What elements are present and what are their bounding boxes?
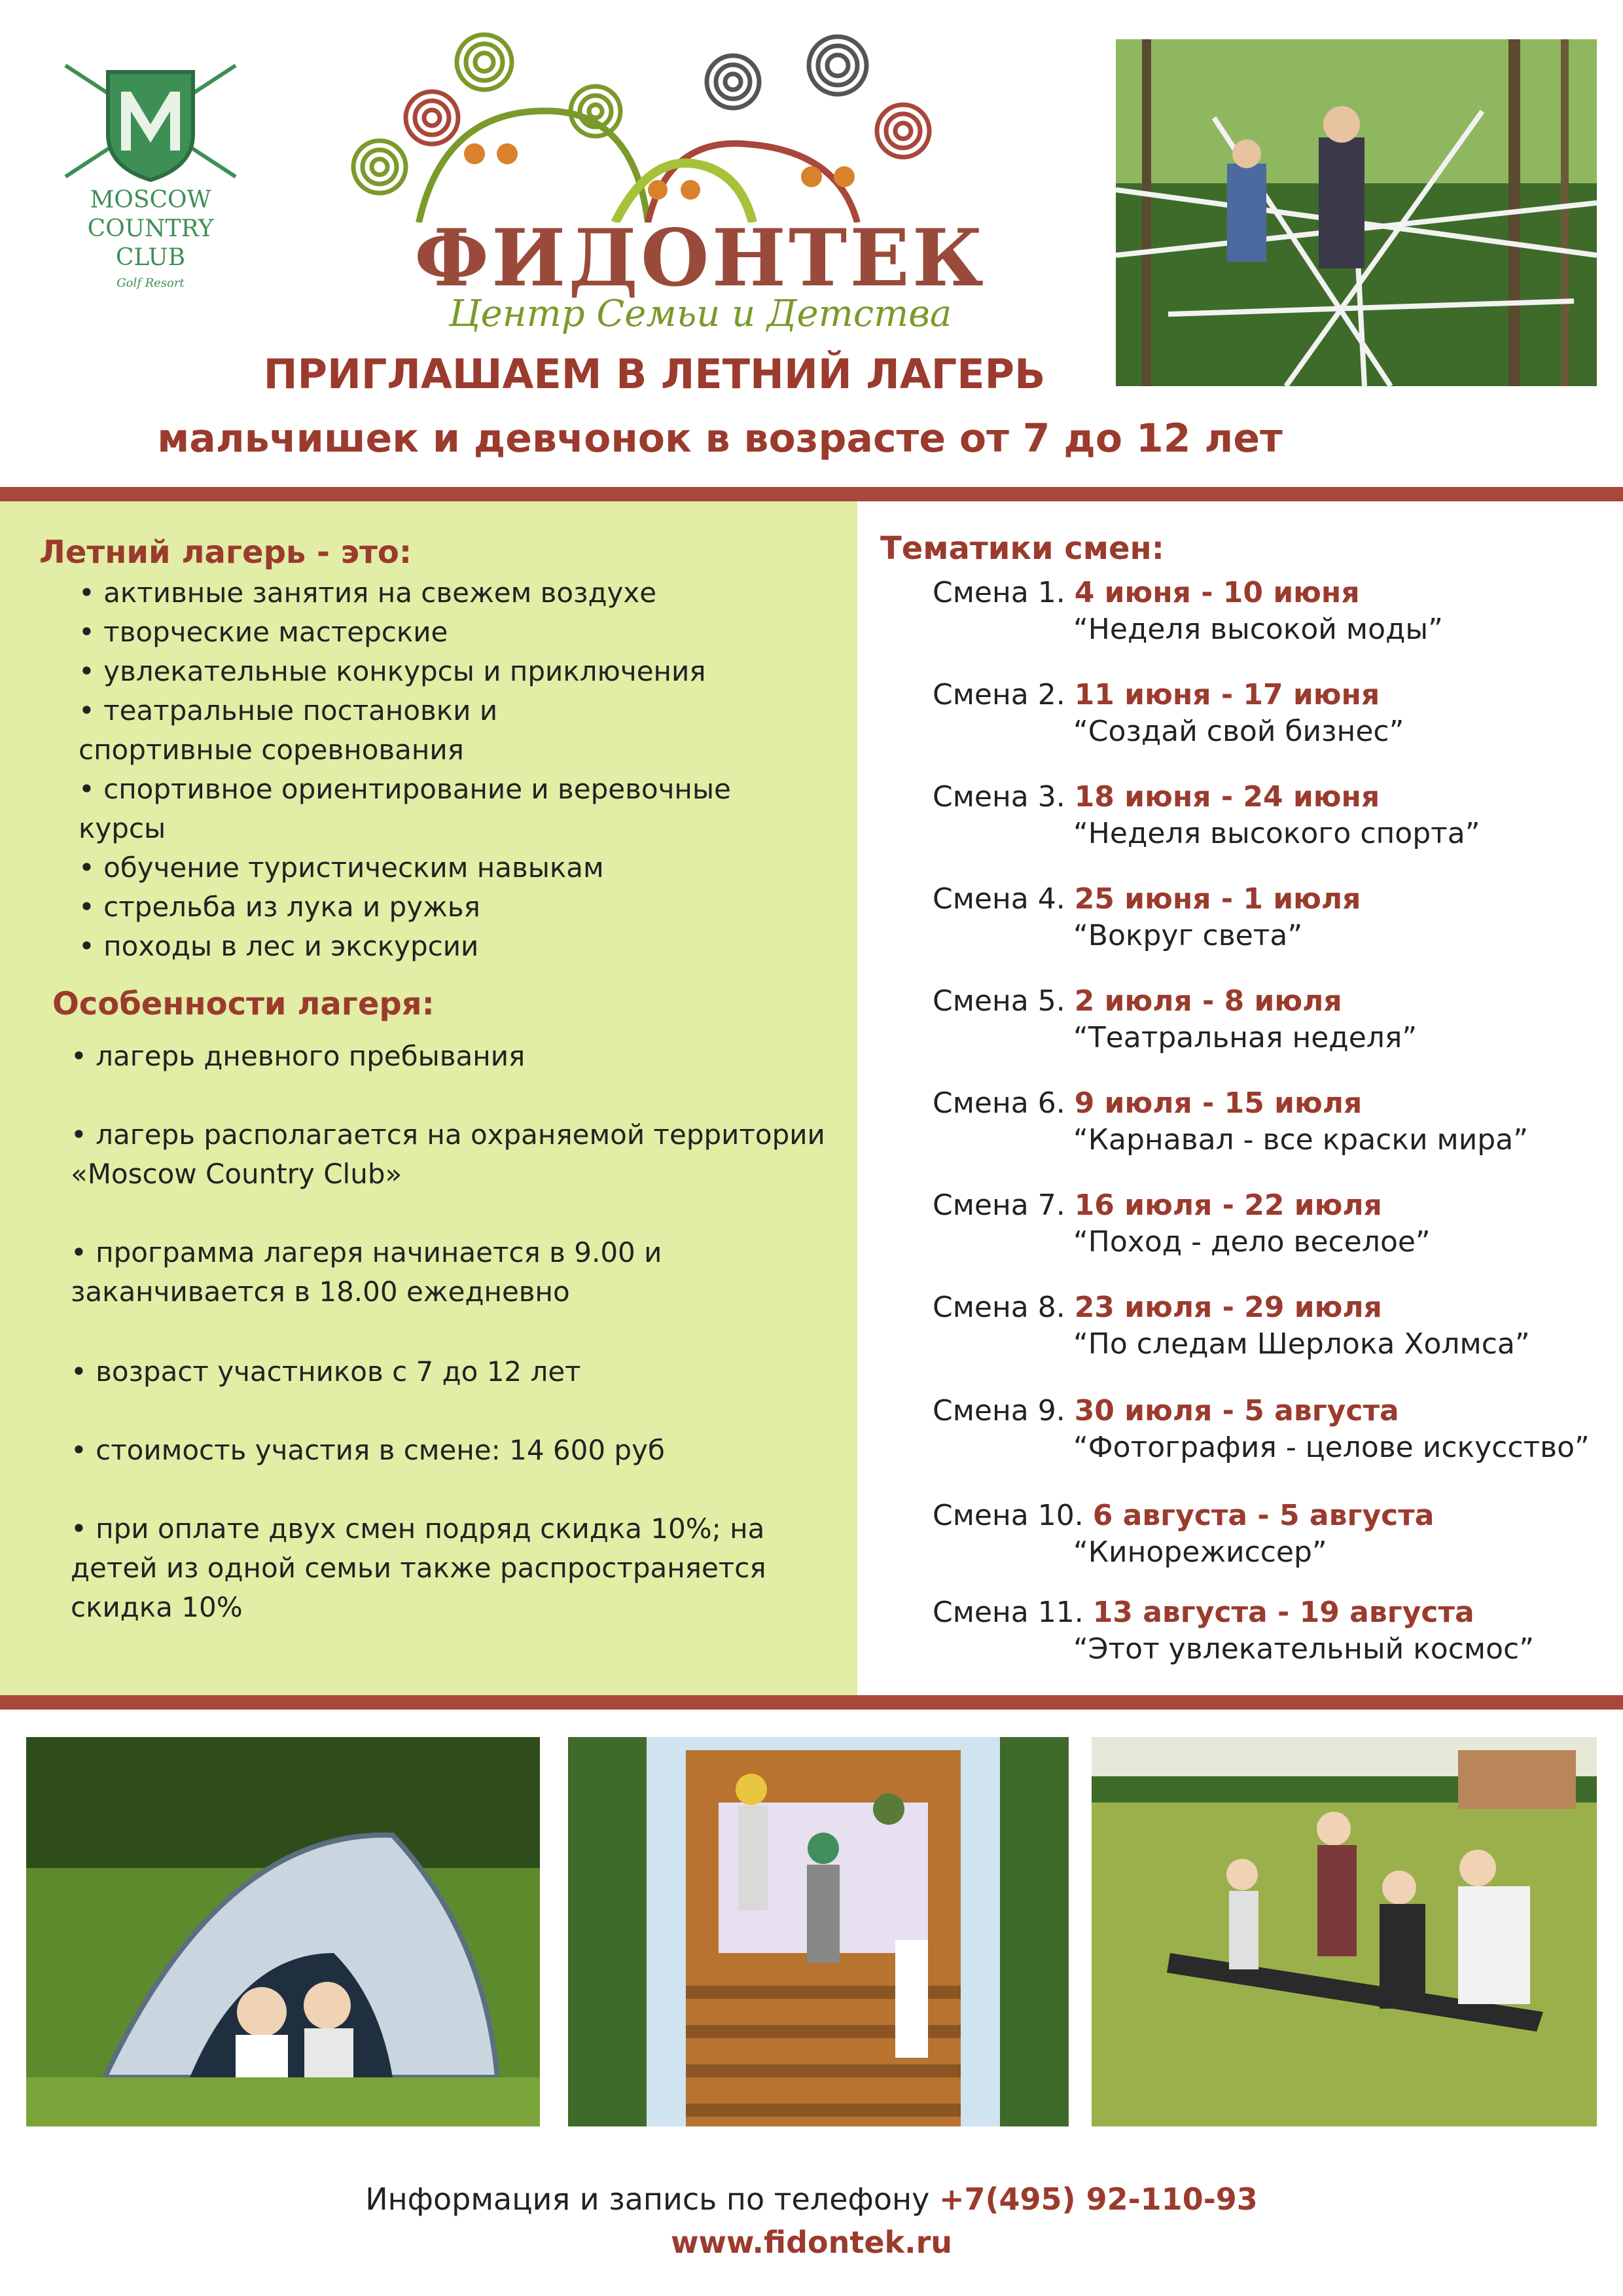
shift-label: Смена 3.: [933, 780, 1065, 814]
headline: ПРИГЛАШАЕМ В ЛЕТНИЙ ЛАГЕРЬ: [263, 350, 1046, 398]
shift-theme: “Театральная неделя”: [1073, 1021, 1418, 1054]
shift-dates: 11 июня - 17 июня: [1074, 678, 1380, 711]
shift-item: [933, 1498, 1623, 1571]
info-panel: [0, 501, 857, 1695]
shift-theme: “Неделя высокой моды”: [1073, 613, 1443, 646]
shift-item: [933, 881, 1623, 954]
spiral-creatures-icon: [340, 26, 1008, 223]
shift-label: Смена 4.: [933, 882, 1065, 916]
shift-theme: “Неделя высокого спорта”: [1073, 817, 1480, 850]
list-item: • стрельба из лука и ружья: [79, 891, 480, 923]
team-game-photo: [1092, 1737, 1597, 2126]
shift-label: Смена 5.: [933, 984, 1065, 1018]
list-item: • театральные постановки и спортивные соревнования: [79, 694, 498, 766]
club-crest-icon: [52, 59, 249, 183]
shift-dates: 4 июня - 10 июня: [1074, 576, 1360, 609]
shift-theme: “Карнавал - все краски мира”: [1073, 1123, 1528, 1157]
list-item: • активные занятия на свежем воздухе: [79, 577, 657, 609]
website-link[interactable]: www.fidontek.ru: [670, 2225, 953, 2260]
shift-theme: “Кинорежиссер”: [1073, 1535, 1327, 1569]
shift-item: [933, 983, 1623, 1056]
feature-item: • возраст участников с 7 до 12 лет: [71, 1355, 581, 1388]
feature-item: • лагерь располагается на охраняемой территории «Moscow Country Club»: [71, 1119, 825, 1190]
shift-label: Смена 8.: [933, 1291, 1065, 1324]
shift-label: Смена 10.: [933, 1499, 1084, 1532]
list-item: • творческие мастерские: [79, 616, 448, 648]
brand-tagline: Центр Семьи и Детства: [448, 293, 952, 335]
list-item: • обучение туристическим навыкам: [79, 852, 604, 884]
brand-name: ФИДОНТЕК: [414, 212, 986, 304]
shifts-panel: [857, 501, 1623, 1695]
shift-item: [933, 1187, 1623, 1261]
shift-label: Смена 1.: [933, 576, 1065, 609]
shift-dates: 9 июля - 15 июля: [1074, 1086, 1363, 1120]
feature-item: • программа лагеря начинается в 9.00 и заканчивается в 18.00 ежедневно: [71, 1236, 662, 1308]
shift-theme: “По следам Шерлока Холмса”: [1073, 1327, 1530, 1361]
club-tagline: Golf Resort: [116, 276, 185, 290]
shift-theme: “Этот увлекательный космос”: [1073, 1632, 1535, 1666]
shift-label: Смена 7.: [933, 1189, 1065, 1222]
shift-dates: 30 июля - 5 августа: [1074, 1394, 1399, 1427]
shift-dates: 6 августа - 5 августа: [1092, 1499, 1435, 1532]
shift-dates: 13 августа - 19 августа: [1092, 1596, 1474, 1629]
about-list: [79, 573, 812, 966]
shift-label: Смена 9.: [933, 1394, 1065, 1427]
shift-dates: 25 июня - 1 июля: [1074, 882, 1361, 916]
shift-label: Смена 6.: [933, 1086, 1065, 1120]
shift-label: Смена 2.: [933, 678, 1065, 711]
feature-item: • стоимость участия в смене: 14 600 руб: [71, 1434, 665, 1466]
shift-dates: 16 июля - 22 июля: [1074, 1189, 1382, 1222]
shift-item: [933, 575, 1623, 648]
shift-theme: “Поход - дело веселое”: [1073, 1225, 1431, 1259]
phone-link[interactable]: +7(495) 92-110-93: [938, 2181, 1258, 2217]
list-item: • увлекательные конкурсы и приключения: [79, 655, 706, 687]
feature-item: • лагерь дневного пребывания: [71, 1040, 526, 1072]
shift-item: [933, 1393, 1623, 1466]
shift-item: [933, 779, 1623, 852]
about-title: Летний лагерь - это:: [39, 534, 412, 571]
shift-theme: “Вокруг света”: [1073, 919, 1303, 952]
club-logo: [52, 59, 249, 290]
rope-course-photo: [1116, 39, 1597, 386]
subheadline: мальчишек и девчонок в возрасте от 7 до 12 лет: [157, 416, 1283, 461]
shift-theme: “Создай свой бизнес”: [1073, 715, 1404, 748]
shift-dates: 23 июля - 29 июля: [1074, 1291, 1382, 1324]
features-title: Особенности лагеря:: [52, 986, 435, 1022]
contact-line: [0, 2179, 1623, 2219]
shift-item: [933, 1594, 1623, 1668]
list-item: • спортивное ориентирование и веревочные курсы: [79, 773, 731, 844]
tent-photo: [26, 1737, 540, 2126]
shift-dates: 18 июня - 24 июня: [1074, 780, 1380, 814]
shift-dates: 2 июля - 8 июля: [1074, 984, 1342, 1018]
contact-label: Информация и запись по телефону: [365, 2181, 930, 2217]
shift-item: [933, 677, 1623, 750]
shifts-title: Тематики смен:: [880, 530, 1164, 567]
shift-item: [933, 1289, 1623, 1363]
playground-photo: [568, 1737, 1069, 2126]
feature-item: • при оплате двух смен подряд скидка 10%; на детей из одной семьи также распространяется скидка 10%: [71, 1513, 766, 1623]
club-name-line1: MOSCOW: [90, 187, 211, 213]
list-item: • походы в лес и экскурсии: [79, 930, 479, 962]
divider-bottom: [0, 1695, 1623, 1710]
shift-item: [933, 1085, 1623, 1158]
shift-label: Смена 11.: [933, 1596, 1084, 1629]
divider-top: [0, 487, 1623, 501]
club-name-line2: COUNTRY CLUB: [87, 215, 214, 271]
shift-theme: “Фотография - целове искусство”: [1073, 1431, 1590, 1464]
